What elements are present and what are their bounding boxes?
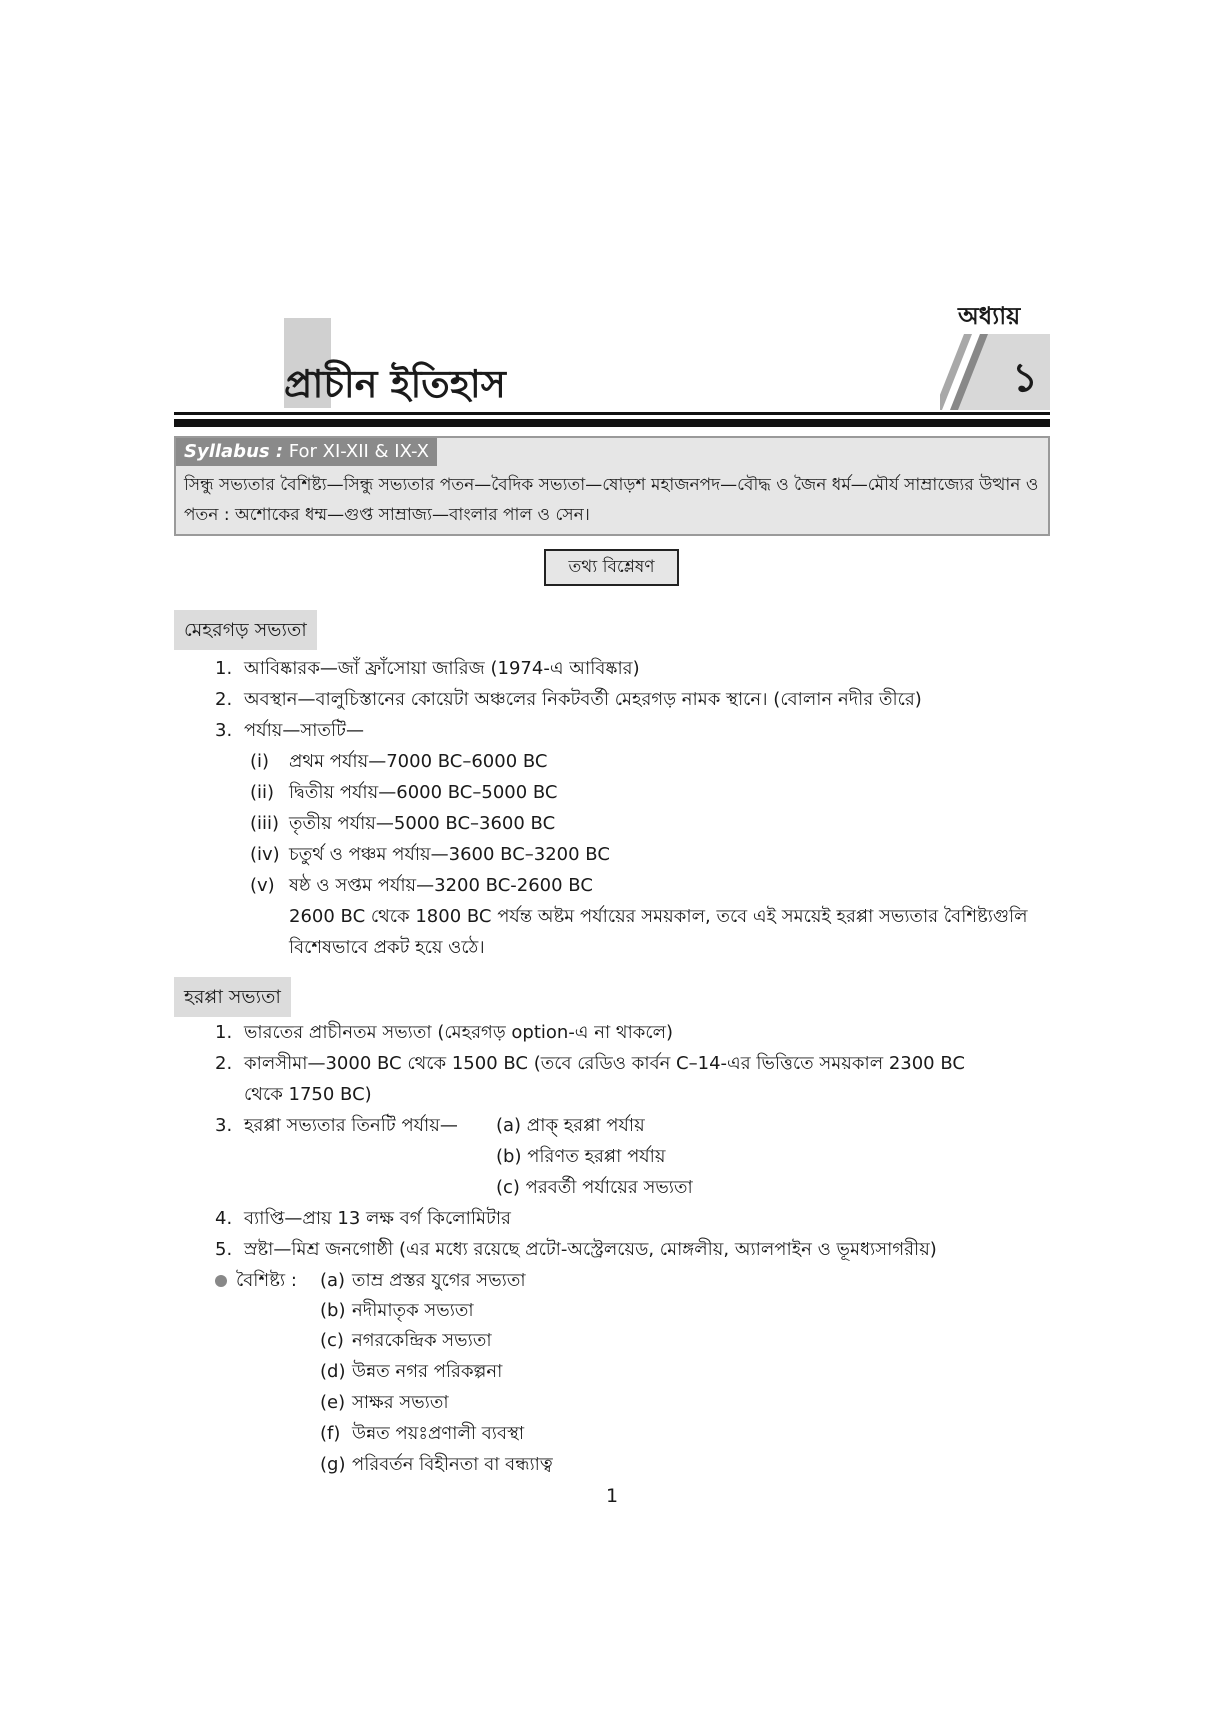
item-number: 3.	[215, 720, 233, 741]
note-line: 2600 BC থেকে 1800 BC পর্যন্ত অষ্টম পর্যায়ের সময়কাল, তবে এই সময়েই হরপ্পা সভ্যতার বৈশিষ্ট্যগুলি	[289, 906, 1028, 927]
feature-text: নদীমাতৃক সভ্যতা	[352, 1300, 474, 1321]
item-text: ভারতের প্রাচীনতম সভ্যতা (মেহরগড় option-এ না থাকলে)	[244, 1022, 674, 1043]
item-number: 2.	[215, 689, 233, 710]
item-number: 4.	[215, 1208, 233, 1229]
chapter-label: অধ্যায়	[958, 302, 1021, 330]
phase-text: দ্বিতীয় পর্যায়—6000 BC–5000 BC	[289, 782, 558, 803]
feature-letter: (b)	[320, 1300, 346, 1321]
feature-text: উন্নত পয়ঃপ্রণালী ব্যবস্থা	[352, 1423, 525, 1444]
item-number: 2.	[215, 1053, 233, 1074]
feature-text: নগরকেন্দ্রিক সভ্যতা	[352, 1330, 492, 1351]
feature-letter: (c)	[320, 1330, 344, 1351]
feature-letter: (f)	[320, 1423, 341, 1444]
feature-letter: (a)	[320, 1270, 346, 1291]
phase-number: (i)	[250, 751, 270, 772]
feature-text: সাক্ষর সভ্যতা	[352, 1392, 449, 1413]
page-number: 1	[606, 1485, 619, 1507]
item-text: কালসীমা—3000 BC থেকে 1500 BC (তবে রেডিও কার্বন C–14-এর ভিত্তিতে সময়কাল 2300 BC	[244, 1053, 965, 1074]
phase-number: (v)	[250, 875, 275, 896]
item-text: অবস্থান—বালুচিস্তানের কোয়েটা অঞ্চলের নিকটবর্তী মেহরগড় নামক স্থানে। (বোলান নদীর তীরে)	[244, 689, 922, 710]
feature-text: তাম্র প্রস্তর যুগের সভ্যতা	[352, 1270, 526, 1291]
feature-letter: (d)	[320, 1361, 346, 1382]
syllabus-box	[174, 436, 1050, 536]
feature-text: পরিবর্তন বিহীনতা বা বন্ধ্যাত্ব	[352, 1454, 553, 1475]
sub-item: (a) প্রাক্ হরপ্পা পর্যায়	[496, 1115, 645, 1136]
item-text: স্রষ্টা—মিশ্র জনগোষ্ঠী (এর মধ্যে রয়েছে প্রটো-অস্ট্রেলয়েড, মোঙ্গলীয়, অ্যালপাইন ও ভূমধ্যসাগরীয়)	[244, 1239, 937, 1260]
syllabus-text: সিন্ধু সভ্যতার বৈশিষ্ট্য—সিন্ধু সভ্যতার পতন—বৈদিক সভ্যতা—ষোড়শ মহাজনপদ—বৌদ্ধ ও জৈন ধর্ম—মৌর্য সাম্রাজ্যের উত্থান ও পতন : অশোকের ধম্ম—গুপ্ত সাম্রাজ্য—বাংলার পাল ও সেন।	[184, 475, 1039, 525]
chapter-number: ১	[1012, 355, 1038, 401]
features-label: বৈশিষ্ট্য :	[236, 1270, 297, 1291]
note-line: বিশেষভাবে প্রকট হয়ে ওঠে।	[289, 937, 485, 958]
sub-item: (b) পরিণত হরপ্পা পর্যায়	[496, 1146, 666, 1167]
syllabus-label-bar	[176, 438, 437, 466]
item-number: 1.	[215, 1022, 233, 1043]
item-text: থেকে 1750 BC)	[244, 1084, 372, 1105]
sub-item: (c) পরবর্তী পর্যায়ের সভ্যতা	[496, 1177, 693, 1198]
item-text: আবিষ্কারক—জাঁ ফ্রাঁসোয়া জারিজ (1974-এ আবিষ্কার)	[244, 658, 640, 679]
section-heading-mehrgarh: মেহরগড় সভ্যতা	[174, 610, 317, 650]
phase-number: (ii)	[250, 782, 275, 803]
item-text: ব্যাপ্তি—প্রায় 13 লক্ষ বর্গ কিলোমিটার	[244, 1208, 511, 1229]
phase-text: ষষ্ঠ ও সপ্তম পর্যায়—3200 BC-2600 BC	[289, 875, 593, 896]
chapter-title: প্রাচীন ইতিহাস	[284, 362, 506, 406]
item-number: 3.	[215, 1115, 233, 1136]
analysis-label-box: তথ্য বিশ্লেষণ	[544, 549, 679, 586]
phase-text: তৃতীয় পর্যায়—5000 BC–3600 BC	[289, 813, 556, 834]
feature-text: উন্নত নগর পরিকল্পনা	[352, 1361, 503, 1382]
item-text: হরপ্পা সভ্যতার তিনটি পর্যায়—	[244, 1115, 458, 1136]
phase-number: (iii)	[250, 813, 280, 834]
syllabus-label: Syllabus :	[184, 441, 284, 462]
divider-thick	[174, 419, 1050, 427]
feature-letter: (e)	[320, 1392, 346, 1413]
chapter-number-box	[940, 334, 1050, 410]
syllabus-scope: For XI-XII & IX-X	[288, 441, 429, 462]
item-text: পর্যায়—সাতটি—	[244, 720, 364, 741]
item-number: 1.	[215, 658, 233, 679]
feature-letter: (g)	[320, 1454, 346, 1475]
section-heading-harappa: হরপ্পা সভ্যতা	[174, 977, 291, 1017]
phase-text: প্রথম পর্যায়—7000 BC–6000 BC	[289, 751, 548, 772]
divider-thin	[174, 412, 1050, 415]
phase-text: চতুর্থ ও পঞ্চম পর্যায়—3600 BC–3200 BC	[289, 844, 610, 865]
bullet-icon	[215, 1275, 227, 1287]
item-number: 5.	[215, 1239, 233, 1260]
phase-number: (iv)	[250, 844, 280, 865]
